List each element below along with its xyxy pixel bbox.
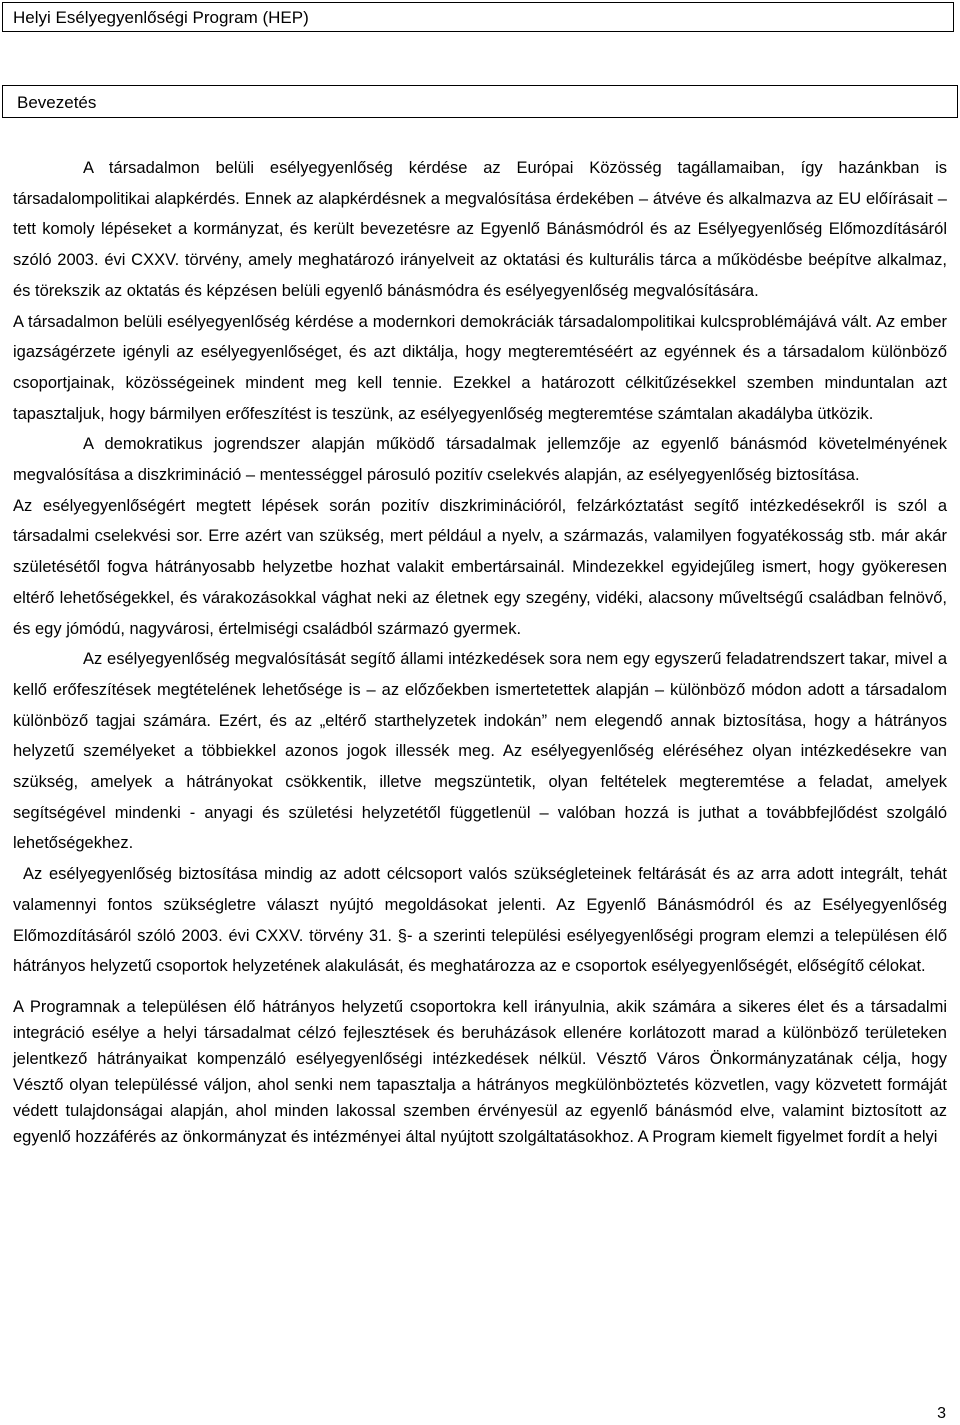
paragraph-7: A Programnak a településen élő hátrányos helyzetű csoportokra kell irányulnia, akik számára a sikeres élet és a társadalmi integráció esélye a helyi társadalmat célzó fejlesztések és beruházások ellenére korlátozott marad a különböző területeken jelentkező hátrányaikat kompenzáló esélyegyenlőségi intézkedések nélkül. Vésztő Város Önkormányzatának célja, hogy Vésztő olyan településsé váljon, ahol senki nem tapasztalja a hátrányos megkülönböztetés közvetlen, vagy közvetett formáját védett tulajdonságai alapján, ahol minden lakossal szemben érvényesül az egyenlő bánásmód elve, valamint biztosított az egyenlő hozzáférés az önkormányzat és intézményei által nyújtott szolgáltatásokhoz. A Program kiemelt figyelmet fordít a helyi [13,997,947,1146]
paragraph-1: A társadalmon belüli esélyegyenlőség kérdése az Európai Közösség tagállamaiban, így hazánkban is társadalompolitikai alapkérdés. Ennek az alapkérdésnek a megvalósítása érdekében – átvéve és alkalmazva az EU előírásait – tett komoly lépéseket a kormányzat, és került bevezetésre az Egyenlő Bánásmódról és az Esélyegyenlőség Előmozdításáról szóló 2003. évi CXXV. törvény, amely meghatározó irányelveit az oktatási és kulturális tárca a működésbe beépítve alkalmaz, és törekszik az oktatás és képzésen belüli egyenlő bánásmódra és esélyegyenlőség megvalósítására. [13,159,947,300]
page-number: 3 [937,1405,946,1422]
paragraph-3: A demokratikus jogrendszer alapján működő társadalmak jellemzője az egyenlő bánásmód követelményének megvalósítása a diszkrimináció – mentességgel párosuló pozitív cselekvés alapján, az esélyegyenlőség biztosítása. [13,435,947,485]
paragraph-2: A társadalmon belüli esélyegyenlőség kérdése a modernkori demokráciák társadalompolitikai kulcsproblémájává vált. Az ember igazságérzete igényli az esélyegyenlőséget, és azt diktálja, hogy megteremtéséért az egyénnek és a társadalom különböző csoportjainak, közösségeinek mindent meg kell tennie. Ezekkel a határozott célkitűzésekkel szemben minduntalan azt tapasztaljuk, hogy bármilyen erőfeszítést is teszünk, az esélyegyenlőség megteremtése számtalan akadályba ütközik. [13,312,947,423]
document-title: Helyi Esélyegyenlőségi Program (HEP) [2,2,954,32]
paragraph-5: Az esélyegyenlőség megvalósítását segítő állami intézkedések sora nem egy egyszerű feladatrendszert takar, mivel a kellő erőfeszítések megtételének lehetősége is – az előzőekben ismertetettek alapján – különböző módon adott a társadalom különböző tagjai számára. Ezért, és az „eltérő starthelyzetek indokán” nem elegendő annak biztosítása, hogy a hátrányos helyzetű személyeket a többiekkel azonos jogok illessék meg. Az esélyegyenlőség eléréséhez olyan intézkedésekre van szükség, amelyek a hátrányokat csökkentik, illetve megszüntetik, olyan feltételek megteremtése a feladat, amelyek segítségével mindenki - anyagi és születési helyzetétől függetlenül – valóban hozzá is juthat a továbbfejlődést szolgáló lehetőségekhez. [13,650,947,853]
section-heading: Bevezetés [2,85,958,118]
document-body [13,153,947,1150]
paragraph-4: Az esélyegyenlőségért megtett lépések során pozitív diszkriminációról, felzárkóztatást segítő intézkedésekről is szól a társadalmi cselekvési sor. Erre azért van szükség, mert például a nyelv, a származás, valamilyen fogyatékosság stb. már akár születésétől fogva hátrányosabb helyzetbe hozhat valakit embertársainál. Mindezekkel egyidejűleg ismert, hogy gyökeresen eltérő lehetőségekkel, és várakozásokkal vághat neki az életnek egy szegény, vidéki, alacsony műveltségű családban felnövő, és egy jómódú, nagyvárosi, értelmiségi családból származó gyermek. [13,496,947,638]
paragraph-6: Az esélyegyenlőség biztosítása mindig az adott célcsoport valós szükségleteinek feltárását és az arra adott integrált, tehát valamennyi fontos szükségletre választ nyújtó megoldásokat jelenti. Az Egyenlő Bánásmódról és az Esélyegyenlőség Előmozdításáról szóló 2003. évi CXXV. törvény 31. §- a szerinti települési esélyegyenlőségi program elemzi a településen élő hátrányos helyzetű csoportok helyzetének alakulását, és meghatározza az e csoportok esélyegyenlőségét, előségítő célokat. [13,865,947,976]
